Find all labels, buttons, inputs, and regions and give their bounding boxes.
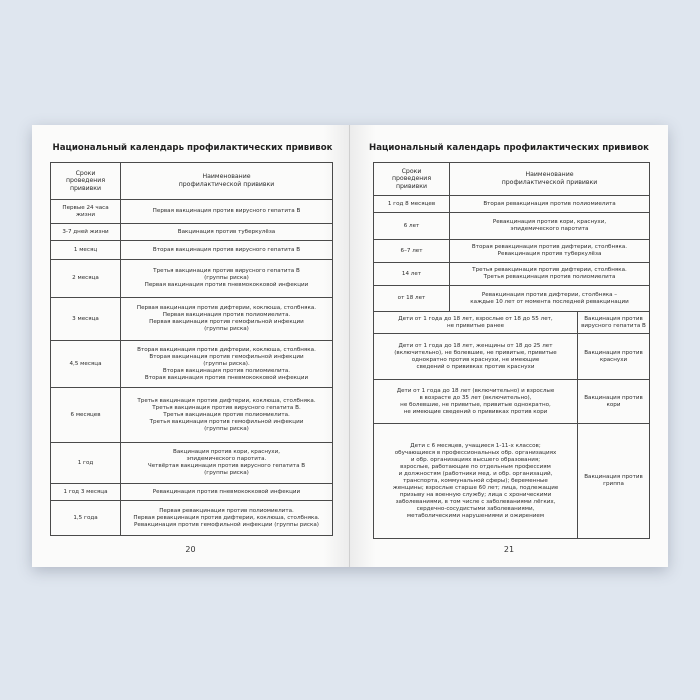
row-vaccine xyxy=(450,196,650,213)
cell-line: проведения xyxy=(65,177,106,185)
cell-line: 6 лет xyxy=(403,222,420,229)
table-row xyxy=(51,484,333,501)
row-vaccine xyxy=(450,286,650,312)
cell-line: призыву на военную службу; лица с хроническими xyxy=(399,491,552,498)
vaccination-table xyxy=(373,162,650,539)
table-row xyxy=(374,263,650,286)
cell-line: Ревакцинация против кори, краснухи, xyxy=(492,219,607,225)
cell-line: Первая вакцинация против дифтерии, коклюша, столбняка. xyxy=(136,305,317,311)
cell-line: профилактической прививки xyxy=(178,181,275,188)
row-vaccine xyxy=(121,484,333,501)
row-vaccine xyxy=(121,200,333,224)
cell-line: (группы риска) xyxy=(204,425,249,432)
table-row xyxy=(51,388,333,443)
cell-line: 3 месяца xyxy=(72,315,99,322)
row-term xyxy=(374,263,450,286)
cell-line: метаболическими нарушениями и ожирением xyxy=(406,512,545,519)
row-target-group xyxy=(374,312,578,334)
cell-line: 4,5 месяца xyxy=(69,360,102,367)
cell-line: Четвёртая вакцинация против вирусного гепатита В xyxy=(147,463,306,469)
table-row xyxy=(374,312,650,334)
cell-line: Сроки xyxy=(401,167,422,175)
cell-line: Дети от 1 года до 18 лет, взрослые от 18 до 55 лет, xyxy=(398,315,553,322)
page-number: 21 xyxy=(503,545,515,554)
row-vaccine xyxy=(578,380,650,424)
booklet-spread xyxy=(32,125,668,567)
table-row xyxy=(374,196,650,213)
cell-line: 1 год 3 месяца xyxy=(63,488,108,495)
cell-line: прививки xyxy=(395,182,428,190)
cell-line: Ревакцинация против туберкулёза xyxy=(497,251,602,257)
cell-line: заболеваниями, в том числе с заболеваниями лёгких, xyxy=(395,498,556,505)
cell-line: Дети с 6 месяцев, учащиеся 1-11-х классов; xyxy=(410,442,541,449)
row-term xyxy=(51,260,121,298)
table-header-row xyxy=(374,163,650,196)
cell-line: краснухи xyxy=(599,356,628,363)
row-term xyxy=(51,388,121,443)
cell-line: в возрасте до 35 лет (включительно), xyxy=(419,394,532,401)
row-vaccine xyxy=(121,241,333,260)
row-term xyxy=(374,286,450,312)
cell-line: Первые 24 часа xyxy=(62,204,109,211)
cell-line: Ревакцинация против дифтерии, столбняка – xyxy=(481,291,618,298)
cell-line: женщины; взрослые старше 60 лет; лица, подлежащие xyxy=(392,484,559,491)
cell-line: (группы риска). xyxy=(203,360,250,367)
cell-line: Третья вакцинация против гемофильной инфекции xyxy=(149,418,304,425)
row-vaccine xyxy=(121,388,333,443)
row-vaccine xyxy=(450,240,650,263)
cell-line: 1 год xyxy=(77,459,94,466)
table-row xyxy=(51,443,333,484)
row-term xyxy=(51,224,121,241)
cell-line: Вакцинация против туберкулёза xyxy=(177,228,276,235)
cell-line: Вторая ревакцинация против дифтерии, столбняка. xyxy=(471,244,628,250)
row-vaccine xyxy=(578,334,650,380)
cell-line: Первая вакцинация против гемофильной инфекции xyxy=(149,319,304,325)
cell-line: 3-7 дней жизни xyxy=(62,228,109,235)
cell-line: эпидемического паротита. xyxy=(186,456,267,462)
page-right xyxy=(350,125,668,567)
row-term xyxy=(51,341,121,388)
cell-line: сердечно-сосудистыми заболеваниями, xyxy=(416,505,535,512)
row-term xyxy=(51,298,121,341)
row-term xyxy=(51,200,121,224)
header-vaccine xyxy=(450,163,650,196)
cell-line: эпидемического паротита xyxy=(510,226,589,232)
cell-line: Вторая вакцинация против пневмококковой инфекции xyxy=(144,374,309,381)
cell-line: и должностям (работники мед. и обр. организаций, xyxy=(398,470,553,477)
header-vaccine xyxy=(121,163,333,200)
cell-line: не привитые ранее xyxy=(446,322,505,329)
cell-line: Третья ревакцинация против дифтерии, столбняка. xyxy=(472,267,627,273)
row-term xyxy=(51,241,121,260)
row-term xyxy=(374,196,450,213)
table-row xyxy=(51,224,333,241)
cell-line: (включительно), не болевшие, не привитые, привитые xyxy=(394,349,557,356)
cell-line: кори xyxy=(606,401,621,408)
cell-line: Первая вакцинация против полиомиелита. xyxy=(162,312,291,318)
cell-line: Дети от 1 года до 18 лет (включительно) и взрослые xyxy=(396,387,555,394)
cell-line: Наименование xyxy=(525,171,574,179)
page-number: 20 xyxy=(185,545,196,554)
cell-line: Первая ревакцинация против полиомиелита. xyxy=(159,507,294,514)
table-row xyxy=(374,213,650,240)
row-term xyxy=(374,213,450,240)
table-row xyxy=(374,286,650,312)
cell-line: профилактической прививки xyxy=(501,179,598,186)
cell-line: Третья вакцинация против вирусного гепатита В. xyxy=(152,404,301,411)
table-row xyxy=(51,260,333,298)
cell-line: Первая вакцинация против вирусного гепатита В xyxy=(152,208,301,214)
cell-line: гриппа xyxy=(603,481,624,487)
cell-line: Сроки xyxy=(75,169,96,177)
cell-line: от 18 лет xyxy=(397,295,426,301)
table-row xyxy=(51,341,333,388)
cell-line: однократно против краснухи, не имеющие xyxy=(411,356,540,363)
table-header-row xyxy=(51,163,333,200)
cell-line: Вторая вакцинация против полиомиелита. xyxy=(162,367,291,374)
cell-line: 14 лет xyxy=(401,270,422,277)
row-vaccine xyxy=(121,298,333,341)
row-vaccine xyxy=(121,341,333,388)
header-term xyxy=(374,163,450,196)
row-term xyxy=(374,240,450,263)
cell-line: вирусного гепатита В xyxy=(581,322,646,329)
cell-line: Наименование xyxy=(202,173,251,181)
cell-line: каждые 10 лет от момента последней ревакцинации xyxy=(470,298,629,305)
page-title: Национальный календарь профилактических прививок xyxy=(369,143,649,153)
cell-line: не болевшие, не привитые, привитые однократно, xyxy=(400,401,551,408)
cell-line: Третья вакцинация против вирусного гепатита В xyxy=(153,268,300,274)
header-term xyxy=(51,163,121,200)
row-vaccine xyxy=(450,213,650,240)
page-left xyxy=(32,125,350,567)
vaccination-table xyxy=(50,162,333,536)
cell-line: Вакцинация против xyxy=(584,474,643,480)
page-title: Национальный календарь профилактических прививок xyxy=(52,143,333,153)
table-row xyxy=(374,240,650,263)
cell-line: взрослые, работающие по отдельным профессиям xyxy=(400,463,551,470)
cell-line: Дети от 1 года до 18 лет, женщины от 18 до 25 лет xyxy=(398,342,553,349)
cell-line: Вакцинация против xyxy=(584,394,643,401)
cell-line: Вакцинация против кори, краснухи, xyxy=(172,449,281,455)
cell-line: обучающиеся в профессиональных обр. организациях xyxy=(394,449,557,456)
cell-line: 1 месяц xyxy=(73,246,98,253)
cell-line: Вторая вакцинация против гемофильной инфекции xyxy=(149,353,304,360)
cell-line: не имеющие сведений о прививках против кори xyxy=(403,408,548,415)
cell-line: 1,5 года xyxy=(73,514,98,521)
row-term xyxy=(51,443,121,484)
row-vaccine xyxy=(121,443,333,484)
table-row xyxy=(374,380,650,424)
cell-line: Первая вакцинация против пневмококковой инфекции xyxy=(144,282,309,288)
cell-line: жизни xyxy=(76,211,95,218)
cell-line: сведений о прививках против краснухи xyxy=(416,363,535,370)
row-vaccine xyxy=(121,260,333,298)
row-term xyxy=(51,501,121,536)
table-row xyxy=(51,241,333,260)
cell-line: проведения xyxy=(391,175,432,183)
cell-line: прививки xyxy=(69,184,102,192)
cell-line: Первая ревакцинация против дифтерии, коклюша, столбняка. xyxy=(133,514,320,521)
row-target-group xyxy=(374,334,578,380)
row-vaccine xyxy=(578,424,650,539)
cell-line: 6–7 лет xyxy=(400,247,423,254)
cell-line: и обр. организациях высшего образования; xyxy=(410,456,541,463)
cell-line: (группы риска) xyxy=(204,470,249,476)
cell-line: Третья вакцинация против полиомиелита. xyxy=(163,411,290,418)
cell-line: (группы риска) xyxy=(204,275,249,281)
cell-line: Вторая вакцинация против вирусного гепатита В xyxy=(152,246,301,253)
row-vaccine xyxy=(578,312,650,334)
row-vaccine xyxy=(450,263,650,286)
row-target-group xyxy=(374,380,578,424)
cell-line: 6 месяцев xyxy=(70,411,101,418)
table-row xyxy=(51,501,333,536)
cell-line: Третья ревакцинация против полиомиелита xyxy=(483,274,616,280)
row-vaccine xyxy=(121,224,333,241)
cell-line: Вакцинация против xyxy=(584,349,643,356)
cell-line: Вторая вакцинация против дифтерии, коклюша, столбняка. xyxy=(137,346,316,353)
cell-line: Третья вакцинация против дифтерии, коклюша, столбняка. xyxy=(137,397,316,404)
cell-line: 1 год 8 месяцев xyxy=(387,200,436,207)
cell-line: Ревакцинация против гемофильной инфекции (группы риска) xyxy=(134,521,319,528)
cell-line: транспорта, коммунальной сферы); беременные xyxy=(403,477,548,484)
cell-line: Вакцинация против xyxy=(584,315,643,322)
row-term xyxy=(51,484,121,501)
cell-line: Ревакцинация против пневмококковой инфекции xyxy=(152,488,301,495)
cell-line: (группы риска) xyxy=(204,326,249,332)
table-row xyxy=(51,298,333,341)
table-row xyxy=(51,200,333,224)
row-vaccine xyxy=(121,501,333,536)
table-row xyxy=(374,334,650,380)
cell-line: 2 месяца xyxy=(72,275,99,281)
row-target-group xyxy=(374,424,578,539)
table-row xyxy=(374,424,650,539)
cell-line: Вторая ревакцинация против полиомиелита xyxy=(483,200,616,207)
